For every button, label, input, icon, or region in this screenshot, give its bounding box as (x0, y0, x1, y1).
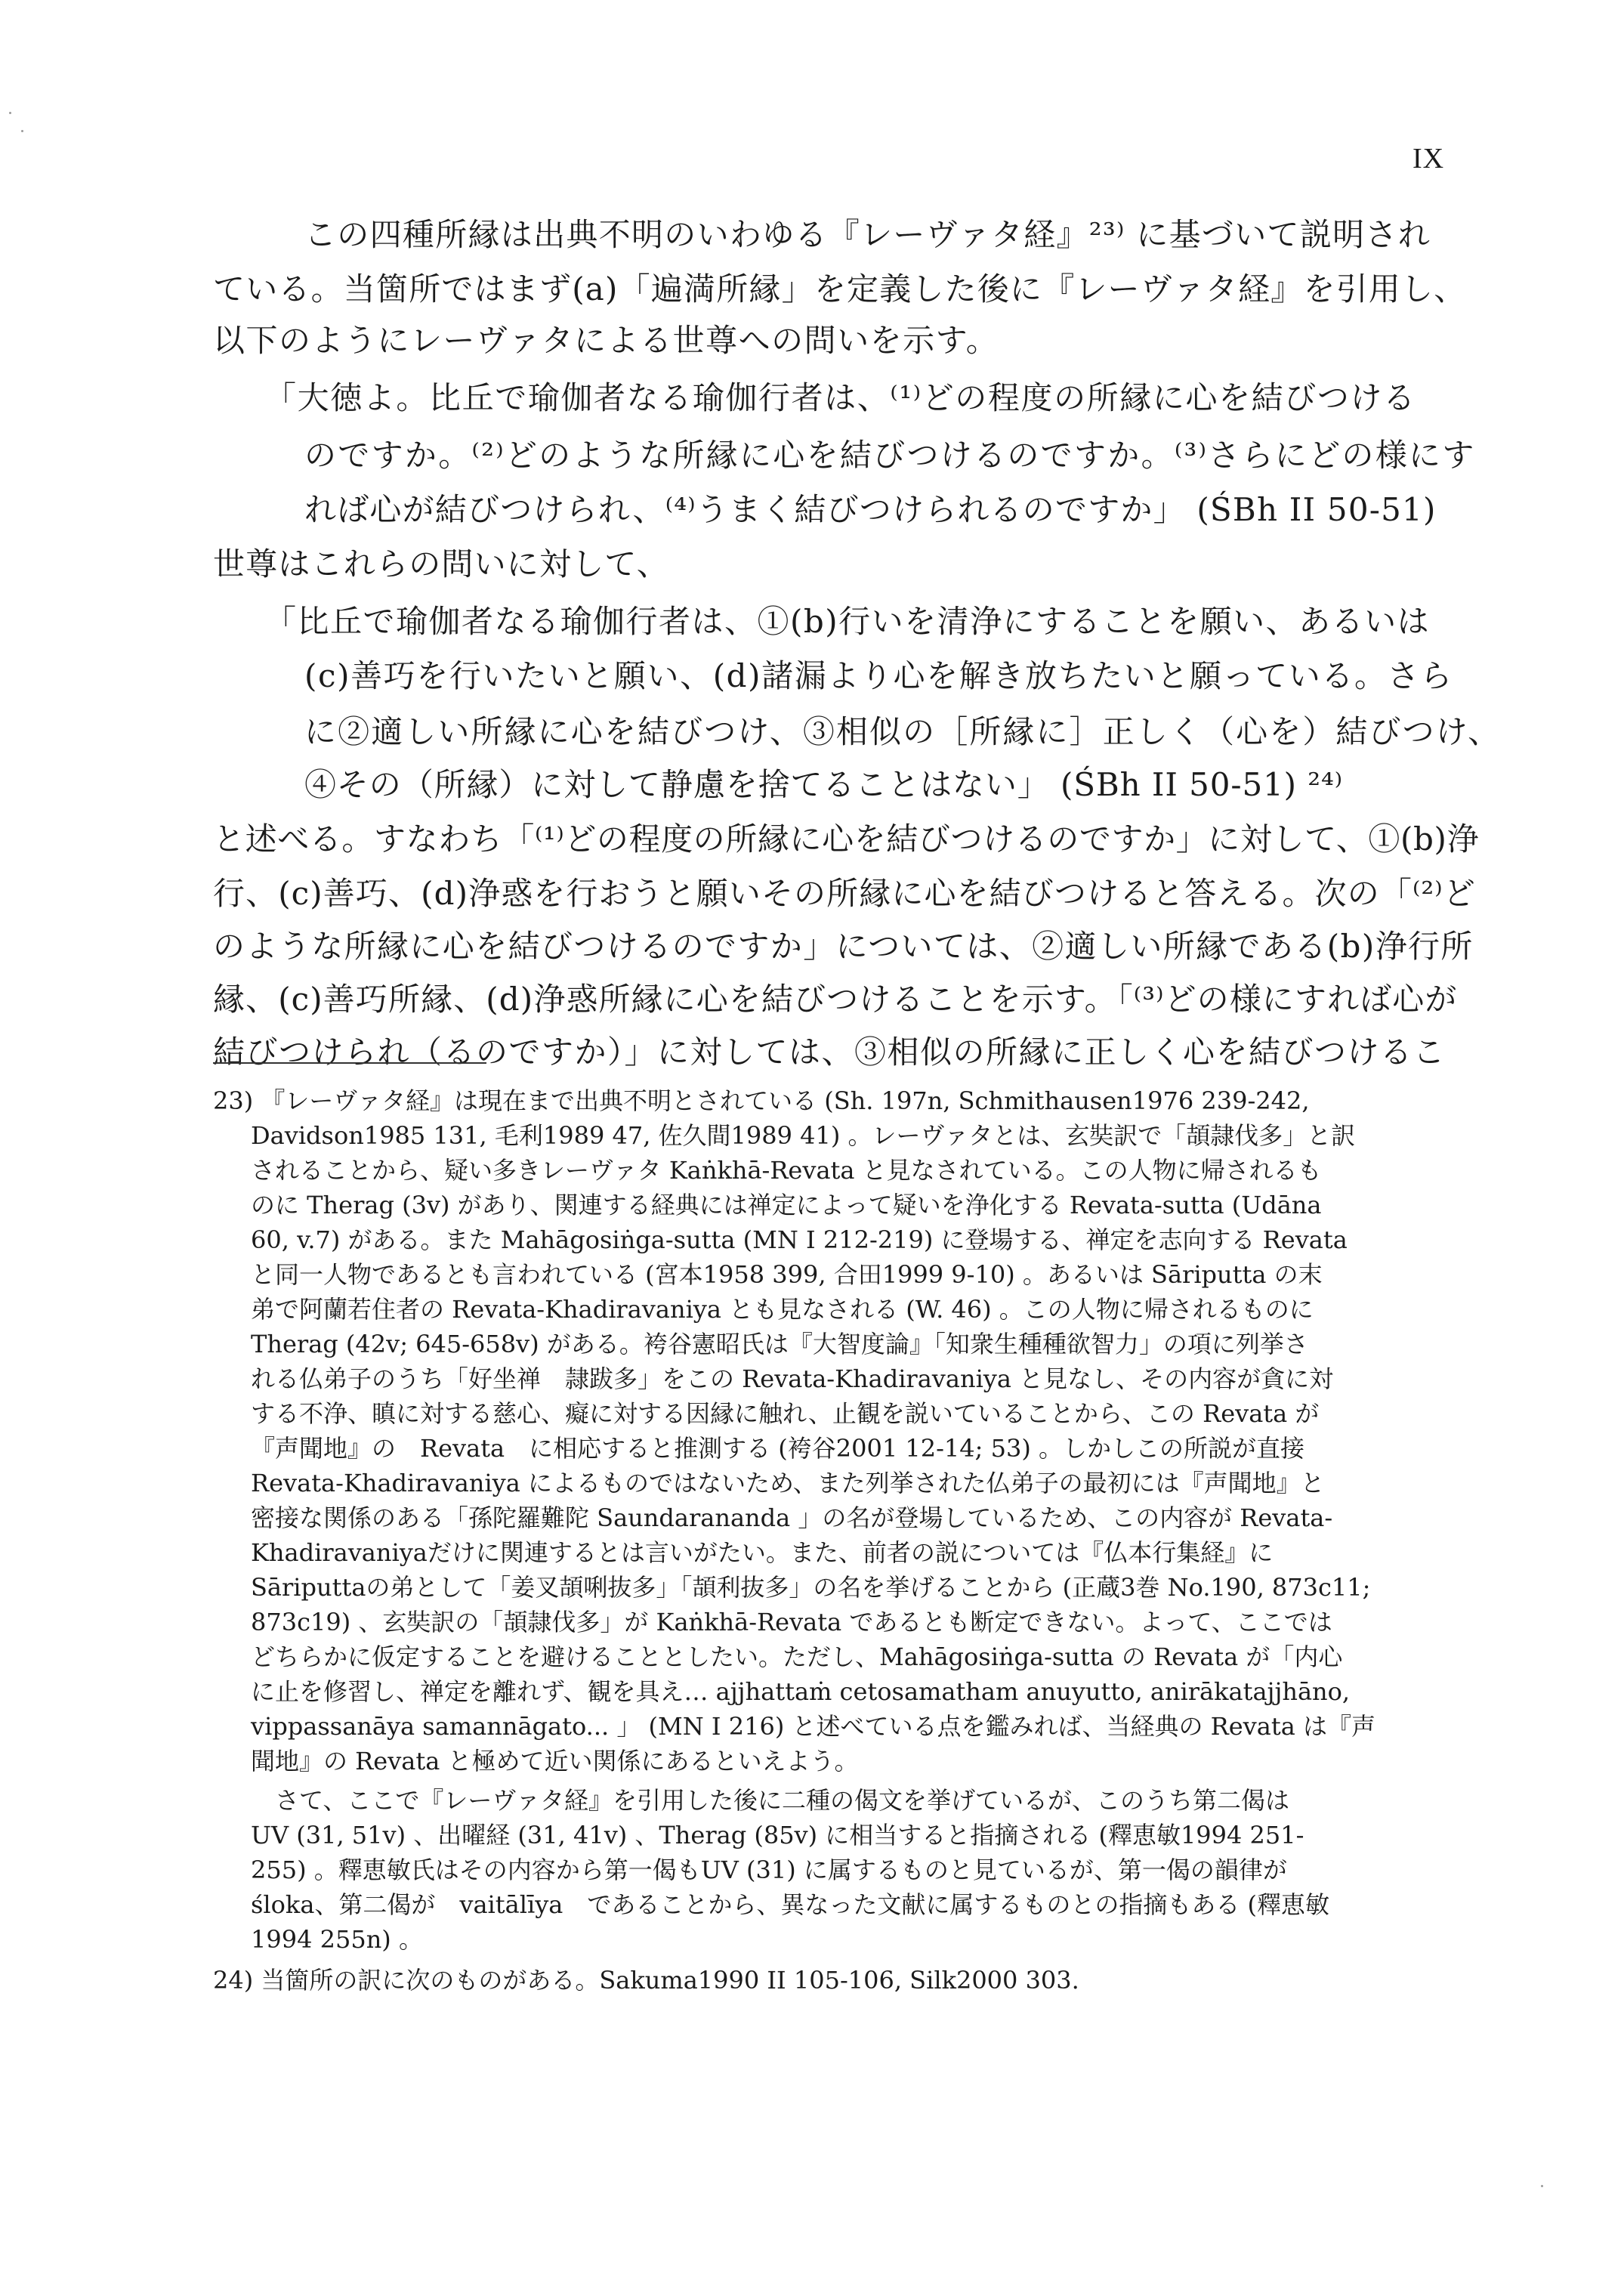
quote-line: 「比丘で瑜伽者なる瑜伽行者は、①(b)行いを清浄にすることを願い、あるいは (264, 603, 1431, 640)
footnote-line: 1994 255n) 。 (251, 1925, 423, 1954)
footnote-line: 23) 『レーヴァタ経』は現在まで出典不明とされている (Sh. 197n, Schmithausen1976 239-242, (213, 1086, 1310, 1115)
footnote-line: する不浄、瞋に対する慈心、癡に対する因縁に触れ、止観を説いていることから、この Revata が (251, 1399, 1320, 1428)
footnote-line: と同一人物であるとも言われている (宮本1958 399, 合田1999 9-10) 。あるいは Sāriputta の末 (251, 1260, 1323, 1289)
footnote-line: Revata-Khadiravaniya によるものではないため、また列挙された仏弟子の最初には『声聞地』と (251, 1469, 1325, 1497)
body-line: ている。当箇所ではまず(a)「遍満所縁」を定義した後に『レーヴァタ経』を引用し、 (213, 270, 1467, 307)
footnote-separator (213, 1062, 486, 1064)
footnote-line: śloka、第二偈が vaitālīya であることから、異なった文献に属するものとの指摘もある (釋恵敏 (251, 1890, 1330, 1919)
footnote-line: 60, v.7) がある。また Mahāgosiṅga-sutta (MN I 212-219) に登場する、禅定を志向する Revata (251, 1225, 1348, 1254)
body-line: この四種所縁は出典不明のいわゆる『レーヴァタ経』²³⁾ に基づいて説明され (304, 216, 1431, 253)
footnote-line: 24) 当箇所の訳に次のものがある。Sakuma1990 II 105-106, Silk2000 303. (213, 1966, 1079, 1995)
footnote-line: vippassanāya samannāgato... 」 (MN I 216) と述べている点を鑑みれば、当経典の Revata は『声 (251, 1712, 1375, 1741)
body-line: のような所縁に心を結びつけるのですか」については、②適しい所縁である(b)浄行所 (213, 928, 1474, 965)
footnote-line: Therag (42v; 645-658v) がある。袴谷憲昭氏は『大智度論』「知衆生種種欲智力」の項に列挙さ (251, 1330, 1308, 1358)
footnote-line: 873c19) 、玄奘訳の「頡隷伐多」が Kaṅkhā-Revata であるとも断定できない。よって、ここでは (251, 1608, 1332, 1636)
footnote-line: れる仏弟子のうち「好坐禅 隷跋多」をこの Revata-Khadiravaniya と見なし、その内容が貪に対 (251, 1364, 1334, 1393)
footnote-line: に止を修習し、禅定を離れず、観を具え… ajjhattaṁ cetosamatham anuyutto, anirākatajjhāno, (251, 1677, 1351, 1706)
footnote-line: さて、ここで『レーヴァタ経』を引用した後に二種の偈文を挙げているが、このうち第二偈は (251, 1786, 1290, 1815)
page-number: IX (1413, 143, 1445, 175)
footnote-line: 『声聞地』の Revata に相応すると推測する (袴谷2001 12-14; 53) 。しかしこの所説が直接 (251, 1434, 1304, 1463)
scan-speck (21, 130, 23, 132)
footnote-line: 聞地』の Revata と極めて近い関係にあるといえよう。 (251, 1747, 859, 1775)
footnote-line: 密接な関係のある「孫陀羅難陀 Saundarananda 」の名が登場しているため、この内容が Revata- (251, 1503, 1333, 1532)
quote-line: ④その（所縁）に対して静慮を捨てることはない」 (ŚBh II 50-51) ²⁴⁾ (304, 766, 1343, 803)
body-line: 以下のようにレーヴァタによる世尊への問いを示す。 (213, 322, 999, 359)
body-line: 行、(c)善巧、(d)浄惑を行おうと願いその所縁に心を結びつけると答える。次の「⁽²⁾ど (213, 875, 1476, 912)
body-line: 縁、(c)善巧所縁、(d)浄惑所縁に心を結びつけることを示す。「⁽³⁾どの様にすれば心が (213, 981, 1458, 1018)
footnote-line: されることから、疑い多きレーヴァタ Kaṅkhā-Revata と見なされている。この人物に帰されるも (251, 1156, 1322, 1185)
footnote-line: Davidson1985 131, 毛利1989 47, 佐久間1989 41) 。レーヴァタとは、玄奘訳で「頡隷伐多」と訳 (251, 1121, 1356, 1150)
quote-line: のですか。⁽²⁾どのような所縁に心を結びつけるのですか。⁽³⁾さらにどの様にす (304, 437, 1476, 474)
quote-line: 「大徳よ。比丘で瑜伽者なる瑜伽行者は、⁽¹⁾どの程度の所縁に心を結びつける (264, 379, 1416, 416)
scan-speck (9, 112, 11, 114)
quote-line: れば心が結びつけられ、⁽⁴⁾うまく結びつけられるのですか」 (ŚBh II 50-51) (304, 491, 1437, 528)
body-line: と述べる。すなわち「⁽¹⁾どの程度の所縁に心を結びつけるのですか」に対して、①(b)浄 (213, 820, 1480, 858)
footnote-line: 255) 。釋恵敏氏はその内容から第一偈もUV (31) に属するものと見ているが、第一偈の韻律が (251, 1856, 1287, 1884)
footnote-line: Sāriputtaの弟として「姜叉頡唎抜多」「頡利抜多」の名を挙げることから (正蔵3巻 No.190, 873c11; (251, 1573, 1371, 1602)
scan-speck (1541, 2185, 1543, 2187)
body-line: 結びつけられ（るのですか）」に対しては、③相似の所縁に正しく心を結びつけるこ (213, 1034, 1446, 1071)
quote-line: に②適しい所縁に心を結びつけ、③相似の［所縁に］正しく（心を）結びつけ、 (304, 713, 1502, 750)
footnote-line: のに Therag (3v) があり、関連する経典には禅定によって疑いを浄化する Revata-sutta (Udāna (251, 1191, 1322, 1219)
quote-line: (c)善巧を行いたいと願い、(d)諸漏より心を解き放ちたいと願っている。さら (304, 657, 1453, 694)
footnote-line: UV (31, 51v) 、出曜経 (31, 41v) 、Therag (85v) に相当すると指摘される (釋恵敏1994 251- (251, 1821, 1304, 1849)
footnote-line: Khadiravaniyaだけに関連するとは言いがたい。また、前者の説については『仏本行集経』に (251, 1538, 1274, 1567)
footnote-line: 弟で阿蘭若住者の Revata-Khadiravaniya とも見なされる (W. 46) 。この人物に帰されるものに (251, 1295, 1314, 1324)
footnote-line: どちらかに仮定することを避けることとしたい。ただし、Mahāgosiṅga-sutta の Revata が「内心 (251, 1642, 1343, 1671)
body-line: 世尊はこれらの問いに対して、 (213, 545, 669, 582)
